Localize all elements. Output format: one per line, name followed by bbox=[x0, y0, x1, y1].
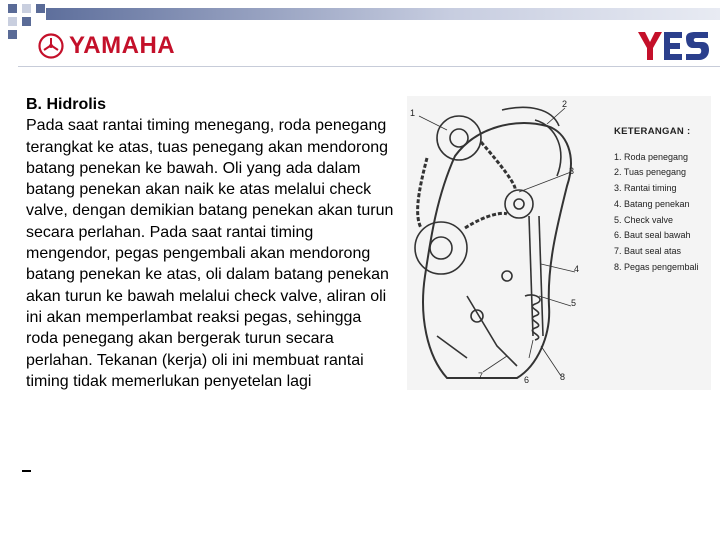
legend-title: KETERANGAN : bbox=[614, 126, 691, 137]
brand-wordmark: YAMAHA bbox=[69, 32, 176, 59]
callout-2: 2 bbox=[562, 99, 568, 109]
legend-item: 2. Tuas penegang bbox=[614, 167, 687, 178]
decor-square bbox=[22, 4, 31, 13]
figure-legend bbox=[614, 124, 699, 275]
yes-logo bbox=[636, 30, 710, 62]
bullet-dash bbox=[22, 470, 31, 472]
tuning-fork-emblem-icon bbox=[37, 33, 65, 59]
callout-8: 8 bbox=[560, 372, 566, 382]
callout-3: 3 bbox=[569, 166, 575, 176]
section-title: B. Hidrolis bbox=[26, 96, 107, 113]
section-paragraph: Pada saat rantai timing menegang, roda penegang terangkat ke atas, tuas penegang akan mendorong batang penekan ke bawah. Oli yang ada dalam batang penekan akan naik ke atas melalui check valve, dengan demikian batang penekan akan turun secara perlahan. Pada saat rantai timing mengendor, pegas pengembali akan mendorong batang penekan ke atas, oli dalam batang penekan akan turun ke bawah melalui check valve, aliran oli ini akan memperlambat reaksi pegas, sehingga roda penegang akan bergerak turun secara perlahan. Tekanan (kerja) oli ini membuat rantai timing tidak memerlukan penyetelan lagi bbox=[26, 117, 394, 390]
callout-4: 4 bbox=[574, 264, 580, 274]
decor-square bbox=[22, 17, 31, 26]
legend-item: 6. Baut seal bawah bbox=[614, 230, 691, 241]
legend-item: 5. Check valve bbox=[614, 214, 674, 225]
header-gradient-band bbox=[46, 8, 720, 20]
callout-5: 5 bbox=[571, 298, 577, 308]
decor-square bbox=[8, 17, 17, 26]
legend-item: 4. Batang penekan bbox=[614, 198, 690, 209]
header-divider bbox=[18, 66, 720, 67]
decor-square bbox=[36, 4, 45, 13]
decor-square bbox=[8, 4, 17, 13]
decor-square bbox=[8, 30, 17, 39]
yamaha-logo bbox=[37, 32, 175, 60]
callout-7: 7 bbox=[478, 371, 484, 381]
callout-6: 6 bbox=[524, 375, 530, 385]
legend-item: 7. Baut seal atas bbox=[614, 245, 682, 256]
legend-item: 1. Roda penegang bbox=[614, 151, 689, 162]
callout-1: 1 bbox=[410, 108, 416, 118]
content-block bbox=[26, 94, 396, 392]
legend-item: 8. Pegas pengembali bbox=[614, 261, 699, 272]
legend-item: 3. Rantai timing bbox=[614, 183, 677, 194]
